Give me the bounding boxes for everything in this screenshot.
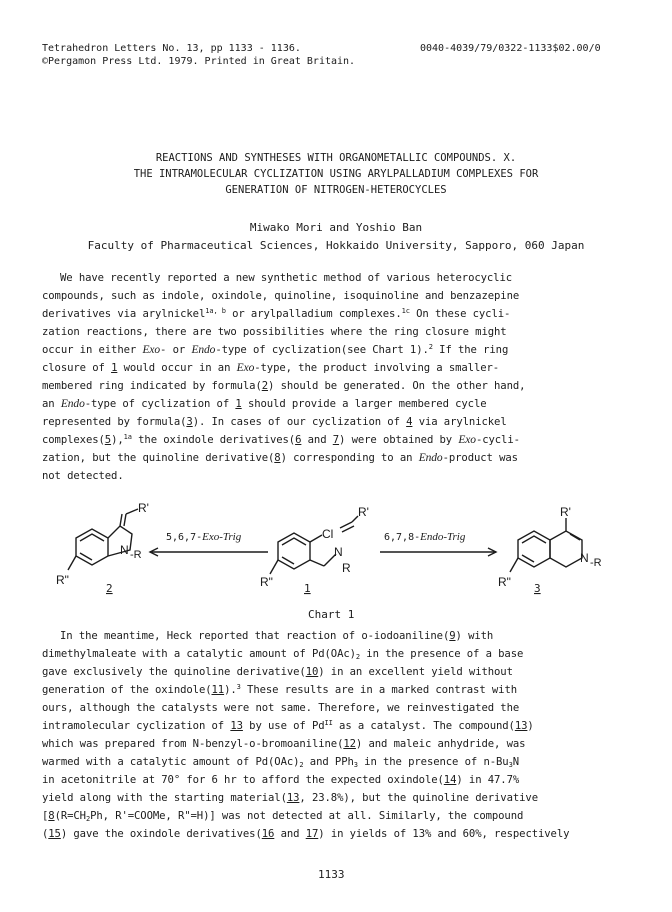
compound-1-number: 1 [304,582,311,595]
affiliation: Faculty of Pharmaceutical Sciences, Hokkaido University, Sapporo, 060 Japan [87,239,585,252]
body-line: ours, although the catalysts were not same. Therefore, we reinvestigated the [42,702,520,714]
body-line: zation, but the quinoline derivative(8) corresponding to an Endo-product was [42,452,518,464]
body-line: dimethylmaleate with a catalytic amount of $Pd(OAc)_2$ in the presence of a base [42,648,524,661]
label-R2-right: R" [498,575,511,589]
body-line: complexes(5),$^{1a}$ the oxindole derivatives(6 and 7) were obtained by Exo-cycli- [42,433,520,446]
chart-caption: Chart 1 [308,608,355,621]
svg-text:5,6,7-Exo-Trig: 5,6,7-Exo-Trig [166,531,242,543]
title-line-2: THE INTRAMOLECULAR CYCLIZATION USING ARYLPALLADIUM COMPLEXES FOR [133,168,539,180]
body-line: [$8(R=CH_2Ph$, R'=COOMe, R"=H)] was not detected at all. Similarly, the compound [42,810,524,823]
label-N-right: N [580,551,589,565]
body-line: closure of 1 would occur in an Exo-type, the product involving a smaller- [42,362,500,374]
body-line: not detected. [42,470,124,482]
body-line: zation reactions, there are two possibilities where the ring closure might [42,326,507,338]
body-line: gave exclusively the quinoline derivative(10) in an excellent yield without [42,666,513,678]
label-N-left: N [120,543,129,557]
body-line: In the meantime, Heck reported that reaction of o-iodoaniline(9) with [60,630,494,642]
label-R-right: -R [590,557,602,569]
body-line: yield along with the starting material(13, 23.8%), but the quinoline derivative [42,792,538,804]
label-R-mid: R [342,561,351,575]
body-line: (15) gave the oxindole derivatives(16 and 17) in yields of 13% and 60%, respectively [42,828,570,840]
body-line: membered ring indicated by formula(2) should be generated. On the other hand, [42,380,526,392]
body-line: compounds, such as indole, oxindole, quinoline, isoquinoline and benzazepine [42,290,520,302]
label-R-left: -R [130,549,142,561]
structure-3 [510,518,582,572]
structure-2 [68,509,138,570]
authors: Miwako Mori and Yoshio Ban [249,221,423,234]
body-line: represented by formula(3). In cases of our cyclization of 4 via arylnickel [42,416,507,428]
compound-3-number: 3 [534,582,541,595]
title-line-3: GENERATION OF NITROGEN-HETEROCYCLES [225,184,447,196]
body-line: intramolecular cyclization of 13 by use of $Pd^{II}$ as a catalyst. The compound(13) [42,719,534,732]
title-line-1: REACTIONS AND SYNTHESES WITH ORGANOMETALLIC COMPOUNDS. X. [155,152,517,164]
body-line: in acetonitrile at 70° for 6 hr to afford the expected oxindole(14) in 47.7% [42,774,520,786]
svg-text:6,7,8-Endo-Trig: 6,7,8-Endo-Trig [384,531,466,543]
body-line: We have recently reported a new synthetic method of various heterocyclic [60,272,513,284]
page-number: 1133 [318,868,345,881]
chart-1-scheme [40,500,640,612]
label-N-mid: N [334,545,343,559]
body-line: warmed with a catalytic amount of $Pd(OAc)_2$ and PPh$_3$ in the presence of $n-Bu_3N$ [42,756,519,769]
label-R1-mid: R' [358,505,369,519]
article-code: 0040-4039/79/0322-1133$02.00/0 [420,43,601,54]
label-R1-right: R' [560,505,571,519]
body-line: derivatives via arylnickel$^{1a, b}$ or arylpalladium complexes.$^{1c}$ On these cycli- [42,307,511,320]
compound-2-number: 2 [106,582,113,595]
label-Cl: Cl [322,527,334,541]
body-line: an Endo-type of cyclization of 1 should provide a larger membered cycle [42,398,487,410]
label-R2-mid: R" [260,575,273,589]
journal-citation: Tetrahedron Letters No. 13, pp 1133 - 1136. [42,43,301,54]
body-line: generation of the oxindole(11).$^3$ These results are in a marked contrast with [42,683,517,696]
body-line: occur in either Exo- or Endo-type of cyclization(see Chart 1).$^2$ If the ring [42,343,509,356]
publisher-line: ©Pergamon Press Ltd. 1979. Printed in Great Britain. [42,56,356,67]
label-R1-left: R' [138,501,149,515]
label-R2-left: R" [56,573,69,587]
body-line: which was prepared from N-benzyl-o-bromoaniline(12) and maleic anhydride, was [42,738,526,750]
